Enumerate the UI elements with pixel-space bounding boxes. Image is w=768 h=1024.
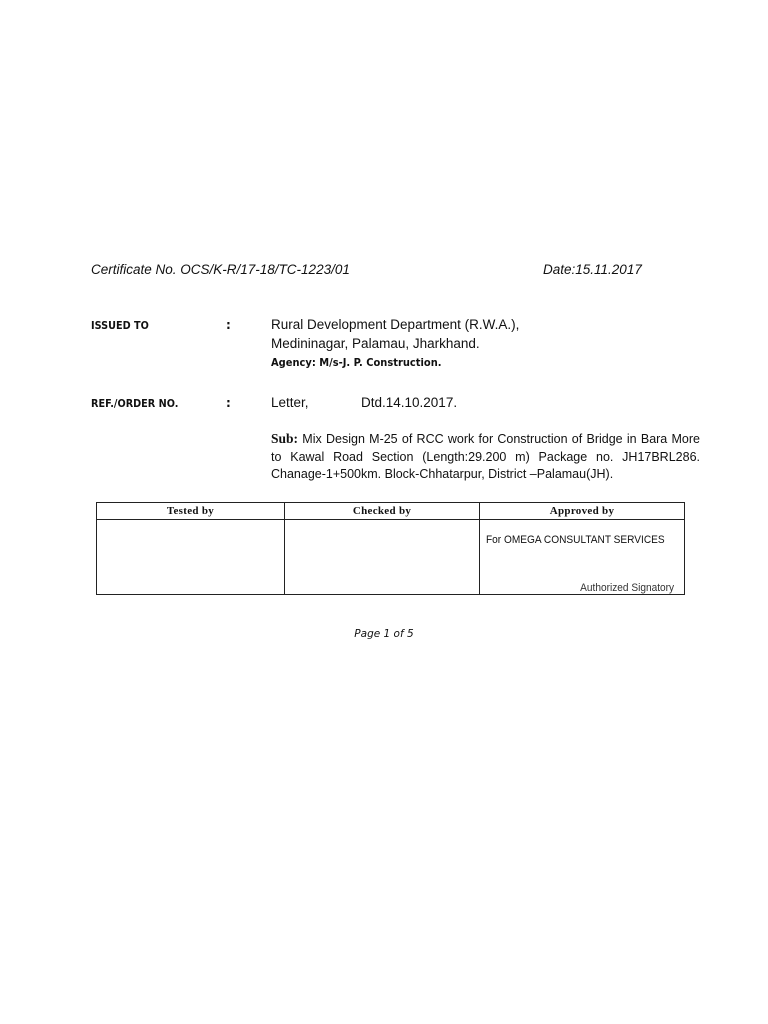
signature-body-row — [97, 520, 685, 595]
issued-to-line2: Medininagar, Palamau, Jharkhand. — [271, 336, 480, 351]
certificate-date: Date:15.11.2017 — [543, 262, 642, 277]
page-number: Page 1 of 5 — [354, 628, 414, 640]
ref-letter: Letter, — [271, 395, 309, 410]
checked-by-cell — [285, 520, 480, 595]
issued-to-label: ISSUED TO — [91, 319, 149, 332]
signature-header-row — [97, 503, 685, 520]
subject-text: Mix Design M-25 of RCC work for Construction of Bridge in Bara More to Kawal Road Section (Length:29.200 m) Package no. JH17BRL286. Chanage-1+500km. Block-Chhatarpur, District –Palamau(JH). — [271, 432, 700, 481]
approved-by-header: Approved by — [480, 503, 685, 520]
agency-name: Agency: M/s-J. P. Construction. — [271, 356, 442, 369]
ref-order-colon: : — [226, 396, 231, 410]
tested-by-cell — [97, 520, 285, 595]
approved-for-company: For OMEGA CONSULTANT SERVICES — [486, 534, 665, 546]
checked-by-header: Checked by — [285, 503, 480, 520]
ref-date: Dtd.14.10.2017. — [361, 395, 458, 410]
issued-to-line1: Rural Development Department (R.W.A.), — [271, 317, 520, 332]
authorized-signatory: Authorized Signatory — [580, 582, 674, 594]
approved-by-cell — [480, 520, 685, 595]
tested-by-header: Tested by — [97, 503, 285, 520]
certificate-number: Certificate No. OCS/K-R/17-18/TC-1223/01 — [91, 262, 350, 277]
ref-order-label: REF./ORDER NO. — [91, 397, 179, 410]
subject-label: Sub: — [271, 431, 299, 446]
signature-table — [96, 502, 685, 595]
subject-paragraph — [271, 430, 700, 484]
issued-to-colon: : — [226, 318, 231, 332]
